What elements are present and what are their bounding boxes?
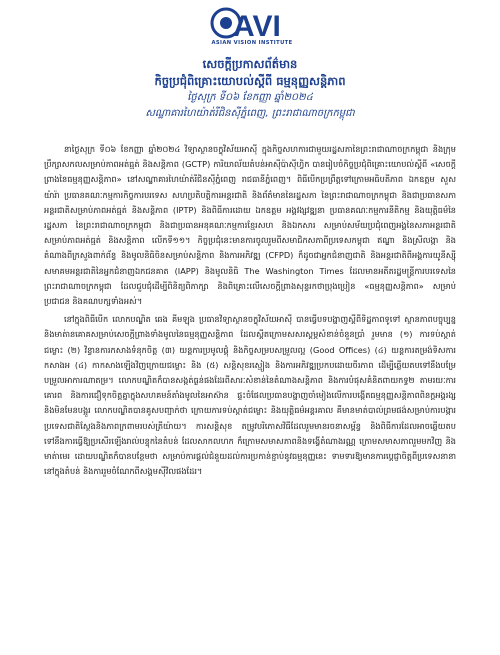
logo-subtitle: ASIAN VISION INSTITUTE [211, 40, 293, 46]
body-paragraph: នៅក្នុងពិធីបើក លោកបណ្ឌិត ឆេង គីមឡុង ប្រធានវិទ្យាស្ថានចក្ខុវិស័យអាស៊ី បានធ្វើបទបង្ហាញស្តីពីទិដ្ឋភាពទូទៅ ស្ថានភាពបច្ចុប្បន្ន និងមាត់ានគោគសម្រាប់សេចក្តីព្រាងទាំងមូលនៃធម្មនុញ្ញសន្តិភាព ដែលស្តីតក្រោមសសរស្តម្ភសំខាន់ចំនួនប្រាំ រួមមាន (១) ការទប់ស្កាត់ជម្លោះ (២) វិន្ធានការកសាងទំនុកចិត្ត (៣) យន្តការប្រមូលផ្តុំ និងកិច្ចសម្របសម្រួលល្អ (Good Offices) (៤) យន្តការតម្រង់ទិសការកសាងអ (៤) កាកសាងឡើងវិញក្រោយជម្លោះ និង (៥) សន្តិសុខរស្មៀង និងការអភិវឌ្ឍប្រកបដោយចីរភាព ដើម្បីឆ្លើយតបទៅនឹងបម្រែបម្រួលអាការណាតម្រ។ លោកបណ្ឌិតក៏បានសង្កត់ធ្ងន់ផងដែរពីសារៈសំខាន់នៃតំណាងសន្តិភាព និងការបំផុសគំនិតពាយកទ្វ២ តាមរយៈការគោរព និងការជឿទុកចិត្តគ្នាក្នុងសហគមន៍តាំងមូលនៃអាស៊ាន ផ្ទះ​ចំផែលប្រធានបង្ហាញចាំមៀងលើការបង្កើតធម្មនុញ្ញសន្តិភាពពិនក្តអង្គរង្ស និងមិនមែនបង្អួរ លោកបណ្ឌិតបានគូសបញ្ជាក់ថា ក្រោយការទប់ស្កាត់ជម្លោះ និងយុត្តិធម៌អន្តរគាល គឺមានមាត់បាល់ព្រមផង់សម្រាប់ការបង្ការប្រទេសជាតិស្ថែងនិងភាពក្រពាមរបស់ត្រីយ៉ាយ។ ការសន្តិសុខ តម្រូវបរិភោសវិធីដែលរួមមានរចនាសម្ព័ន្ធ និងពិធីការដែលអាចឆ្លើយតបទៅនឹងការធ្វើឱ្យប្រសើរឡើងរាល់បន្ទុកនៃតំបន់ ដែលសាកលហក ក៏ក្រោមសមាសភាពនិងទង្វើតំណាងរណ្ណ ក្រោមសមាសភាពរួមមកវិញ និងមាត់ាមេរ ដោយបណ្ឌិតក៏បានបន្ថែមថា សម្រាប់ការផ្តល់ជំនួយដល់ការប្រកាន់ខ្ជាប់នូវធម្មនុញ្ញនេះ ទាមទារឱ្យមានការប្តេជ្ញាចិត្តពីប្រទេសនានានៅក្នុងតំបន់ និងការរួមចំណែកពីសង្គមស៊ីវិលផងដែរ។ [44, 314, 456, 477]
body-paragraph: នាថ្ងៃសុក្រ ទី០៦ ខែកញ្ញា ឆ្នាំ២០២៤ វិទ្យាស្ថានចក្ខុវិស័យអាស៊ី ក្នុងកិច្ចសហការជាមួយរដ្ឋសភានៃព្រះរាជាណាចក្រកម្ពុជា និងក្រុមប្រឹក្សាសកលសម្រាប់ភាពអត់ធ្មត់ និងសន្តិភាព (GCTP) ការិយាល័យតំបន់អាស៊ីប៉ាស៊ីហ្វិក បានរៀបចំកិច្ចប្រជុំពិគ្រោះយោបល់ស្តីពី «សេចក្តីព្រាងនៃធម្មនុញ្ញសន្តិភាព» នៅសណ្ឋាគារហៃយ៉ាត់រីជិនស៊ីភ្នំពេញ រាជធានីភ្នំពេញ។ ពិធីបើកប្រព្រឹត្តទៅក្រោមអធិបតីភាព ឯកឧត្តម សួស យ៉ារ៉ា ប្រធានគណៈកម្មការកិច្ចការបរទេស សហប្រតិបត្តិការអន្តរជាតិ និងព័ត៌មាននៃរដ្ឋសភា នៃព្រះរាជាណាចក្រកម្ពុជា និងជាប្រធានសភាអន្តរជាតិសម្រាប់ភាពអត់ធ្មត់ និងសន្តិភាព (IPTP) និងពិធីការដោយ ឯកឧត្តម អង្គវង្សវឌ្ឍនា ប្រធានគណៈកម្មការនីតិកម្ម និងយុត្តិធម៌នៃរដ្ឋសភា នៃព្រះរាជាណាចក្រកម្ពុជា និងជាប្រធានអនុគណៈកម្មការខ្មែរសហ និងឯកសារ សម្រាប់សម័យប្រជុំពេញអង្គនៃសភាអន្តរជាតិសម្រាប់ភាពអត់ធ្មត់ និងសន្តិភាព លើកទី១១។ កិច្ចប្រជុំនេះមានការចូលរួមពីសមាជិកសភាពីប្រទេសកម្ពុជា ឥណ្ឌា និងស្រីលង្កា និងតំណាងពីក្រសួងពាក់ព័ន្ធ និងមូលនិធិចិនសម្រាប់សន្តិភាព និងការអភិវឌ្ឍ (CFPD) ក៏ដូចជាអ្នកជំនាញជាតិ និងអន្តរជាតិពីអង្គការយូនីស្ស៊ី សមាគមអន្តរជាតិនៃអ្នកជំនាញឯកជនគាត (IAPP) និងមូលនិធិ The Washington Times ដែលមានអតីតរដ្ឋមន្ត្រីការបរទេសនៃព្រះរាជាណាចក្រកម្ពុជា ដែលជួបជុំដើម្បីពិនិត្យពិភាក្សា និងពិគ្រោះលើសេចក្តីព្រាងសុន្ទរកថាប្រុងប្រៀន «ធម្មនុញ្ញសន្តិភាព» សម្រាប់ប្រជាជន និងគណបក្សទាំងអស់។ [44, 144, 456, 307]
document-body [44, 142, 456, 648]
press-release-heading [0, 56, 500, 122]
document-subtitle: កិច្ចប្រជុំពិគ្រោះយោបល់ស្តីពី ធម្មនុញ្ញសន្តិភាព [154, 74, 346, 88]
logo-wordmark: AVI [233, 10, 281, 40]
event-venue: សណ្ឋាគារហៃយ៉ាត់រីជិនស៊ីភ្នំពេញ, ព្រះរាជាណាចក្រកម្ពុជា [145, 108, 355, 119]
avi-logo-mark-icon [209, 6, 295, 40]
event-date: ថ្ងៃសុក្រ ទី០៦ ខែកញ្ញា ឆ្នាំ២០២៤ [187, 92, 313, 103]
document-title: សេចក្តីប្រកាសព័ត៌មាន [202, 57, 298, 71]
logo [209, 6, 295, 52]
